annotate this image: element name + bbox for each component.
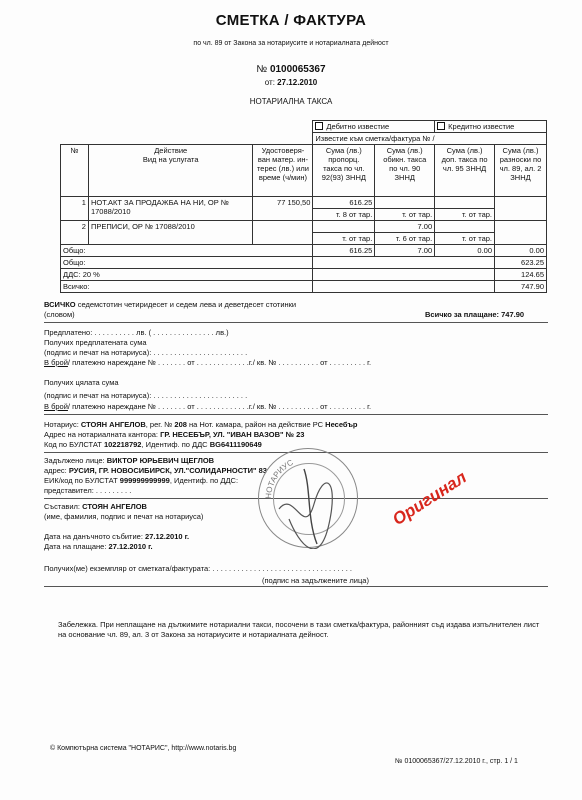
table-row bbox=[61, 197, 547, 209]
bulstat-value: 102218792 bbox=[103, 440, 142, 449]
vat-label: ДДС: 20 % bbox=[61, 269, 313, 281]
footer-copyright: © Компютърна система "НОТАРИС", http://www.notaris.bg bbox=[50, 745, 237, 752]
full-order: / платежно нареждане № . . . . . . . от . . . . . . . . . . . . .г./ кв. № . . . . . . . . . . от . . . . . . . . . г. bbox=[67, 402, 372, 411]
all-label: Всичко: bbox=[61, 281, 313, 293]
header-cert: Удостоверя- ван матер. ин- терес (лв.) или време (ч/мин) bbox=[253, 145, 313, 197]
notary-reg: 208 bbox=[174, 420, 187, 429]
total-to-pay bbox=[425, 310, 524, 319]
row-prop bbox=[313, 221, 375, 233]
credit-label: Кредитно известие bbox=[448, 122, 515, 131]
notary-line-1 bbox=[44, 420, 358, 429]
all-value: 747.90 bbox=[495, 281, 547, 293]
advance-order: / платежно нареждане № . . . . . . . от . . . . . . . . . . . . .г./ кв. № . . . . . . . . . . от . . . . . . . . . г. bbox=[67, 358, 372, 367]
sum-value: 623.25 bbox=[495, 257, 547, 269]
tax-date-label: Дата на данъчното събитие: bbox=[44, 532, 143, 541]
document-date bbox=[0, 78, 582, 87]
row-add bbox=[435, 197, 495, 209]
advance-sign: (подпис и печат на нотариуса): . . . . . . . . . . . . . . . . . . . . . . . bbox=[44, 348, 248, 357]
client-vat-label: , Идентиф. по ДДС: bbox=[169, 476, 239, 485]
bulstat-label: Код по БУЛСТАТ bbox=[44, 440, 102, 449]
signature-scribble bbox=[259, 449, 359, 549]
vat-id-value: BG6411190649 bbox=[209, 440, 262, 449]
debit-notice bbox=[313, 121, 435, 133]
full-received: Получих цялата сума bbox=[44, 378, 119, 387]
stamp-text: НОТАРИУС bbox=[263, 457, 295, 500]
debit-label: Дебитно известие bbox=[326, 122, 390, 131]
debit-checkbox[interactable] bbox=[315, 122, 323, 130]
row-prop-tariff: т. 8 от тар. bbox=[313, 209, 375, 221]
notary-line-3 bbox=[44, 440, 262, 449]
words-text: седемстотин четиридесет и седем лева и деветдесет стотинки bbox=[77, 300, 297, 309]
notary-label: Нотариус: bbox=[44, 420, 79, 429]
header-prop: Сума (лв.) пропорц. такса по чл. 92(93) ЗННД bbox=[313, 145, 375, 197]
notary-region: Несебър bbox=[325, 420, 358, 429]
client-eik: 999999999999 bbox=[119, 476, 170, 485]
row-add bbox=[435, 221, 495, 233]
office-address: ГР. НЕСЕБЪР, УЛ. "ИВАН ВАЗОВ" № 23 bbox=[160, 430, 305, 439]
client-eik-label: ЕИК/код по БУЛСТАТ bbox=[44, 476, 118, 485]
header-costs: Сума (лв.) разноски по чл. 89, ал. 2 ЗННД bbox=[495, 145, 547, 197]
notary-line-2 bbox=[44, 430, 304, 439]
row-simple bbox=[375, 197, 435, 209]
row-num: 2 bbox=[61, 221, 89, 245]
pay-date-label: Дата на плащане: bbox=[44, 542, 107, 551]
vat-id-label: , Идентиф. по ДДС bbox=[141, 440, 208, 449]
total-prop: 616.25 bbox=[313, 245, 375, 257]
header-add: Сума (лв.) доп. такса по чл. 95 ЗННД bbox=[435, 145, 495, 197]
number-label: № bbox=[256, 64, 268, 75]
notary-reg-label: , рег. № bbox=[145, 420, 173, 429]
table-row bbox=[61, 221, 547, 233]
advance-order-line bbox=[44, 358, 371, 367]
client-line-3 bbox=[44, 476, 238, 485]
total-simple: 7.00 bbox=[375, 245, 435, 257]
advance-received: Получих предплатената сума bbox=[44, 338, 147, 347]
fees-table bbox=[60, 120, 547, 293]
row-add-tariff: т. от тар. bbox=[435, 233, 495, 245]
office-label: Адрес на нотариалната кантора: bbox=[44, 430, 158, 439]
words-label: ВСИЧКО bbox=[44, 300, 76, 309]
pay-date-value: 27.12.2010 г. bbox=[108, 542, 153, 551]
date-label: от: bbox=[264, 78, 275, 87]
compiler-label: Съставил: bbox=[44, 502, 81, 511]
vat-value: 124.65 bbox=[495, 269, 547, 281]
divider bbox=[44, 322, 548, 323]
full-cash: В брой bbox=[44, 402, 68, 411]
header-simple: Сума (лв.) обикн. такса по чл. 90 ЗННД bbox=[375, 145, 435, 197]
row-simple-tariff: т. от тар. bbox=[375, 209, 435, 221]
sum-label: Общо: bbox=[61, 257, 313, 269]
footer-page-info: № 0100065367/27.12.2010 г., стр. 1 / 1 bbox=[395, 758, 518, 765]
full-order-line bbox=[44, 402, 371, 411]
client-address-label: адрес: bbox=[44, 466, 67, 475]
row-action: ПРЕПИСИ, ОР № 17088/2010 bbox=[88, 221, 253, 245]
row-simple: 7.00 bbox=[375, 221, 435, 233]
header-num: № bbox=[61, 145, 89, 197]
document-number bbox=[0, 64, 582, 75]
divider bbox=[44, 414, 548, 415]
notice-ref: Известие към сметка/фактура № / bbox=[313, 133, 547, 145]
amount-in-words bbox=[44, 300, 296, 309]
compiler-name: СТОЯН АНГЕЛОВ bbox=[82, 502, 147, 511]
row-prop-tariff: т. от тар. bbox=[313, 233, 375, 245]
compiler-line-1 bbox=[44, 502, 147, 511]
number-value: 0100065367 bbox=[269, 64, 326, 75]
date-value: 27.12.2010 bbox=[277, 78, 318, 87]
original-mark: Оригинал bbox=[389, 467, 470, 530]
pay-value: 747.90 bbox=[501, 310, 525, 319]
advance-line: Предплатено: . . . . . . . . . . лв. ( . . . . . . . . . . . . . . . лв.) bbox=[44, 328, 229, 337]
notary-name: СТОЯН АНГЕЛОВ bbox=[80, 420, 146, 429]
row-add-tariff: т. от тар. bbox=[435, 209, 495, 221]
client-line-2 bbox=[44, 466, 267, 475]
credit-notice bbox=[435, 121, 547, 133]
row-simple-tariff: т. 6 от тар. bbox=[375, 233, 435, 245]
divider bbox=[44, 586, 548, 587]
total-add: 0.00 bbox=[435, 245, 495, 257]
advance-cash: В брой bbox=[44, 358, 68, 367]
compiler-line-2: (име, фамилия, подпис и печат на нотариуса) bbox=[44, 512, 204, 521]
credit-checkbox[interactable] bbox=[437, 122, 445, 130]
row-num: 1 bbox=[61, 197, 89, 221]
client-line-1 bbox=[44, 456, 214, 465]
client-address: РУСИЯ, ГР. НОВОСИБИРСК, УЛ."СОЛИДАРНОСТИ" 83 bbox=[68, 466, 267, 475]
pay-label: Всичко за плащане: bbox=[425, 310, 500, 319]
tax-date-value: 27.12.2010 г. bbox=[145, 532, 190, 541]
notary-stamp bbox=[258, 448, 358, 548]
full-sign: (подпис и печат на нотариуса): . . . . . . . . . . . . . . . . . . . . . . . bbox=[44, 391, 248, 400]
row-prop: 616.25 bbox=[313, 197, 375, 209]
header-action: Действие Вид на услугата bbox=[88, 145, 253, 197]
document-title: СМЕТКА / ФАКТУРА bbox=[215, 12, 367, 29]
words-sub: (словом) bbox=[44, 310, 75, 319]
total-costs: 0.00 bbox=[495, 245, 547, 257]
notary-region-label: на Нот. камара, район на действие РС bbox=[189, 420, 324, 429]
client-label: Задължено лице: bbox=[44, 456, 105, 465]
tax-date-line bbox=[44, 532, 189, 541]
document-type: НОТАРИАЛНА ТАКСА bbox=[249, 97, 333, 106]
footnote: Забележка. При неплащане на дължимите нотариални такси, посочени в тази сметка/фактура, районният съд издава изпълнителен лист на основание чл. 89, ал. 3 от Закона за нотариусите и нотариалната дейност. bbox=[58, 620, 540, 639]
client-name: ВИКТОР ЮРЬЕВИЧ ЩЕГЛОВ bbox=[106, 456, 215, 465]
client-representative: представител: . . . . . . . . . bbox=[44, 486, 132, 495]
copy-signature-caption: (подпис на задължените лица) bbox=[262, 576, 369, 585]
row-cert: 77 150,50 bbox=[253, 197, 313, 221]
pay-date-line bbox=[44, 542, 153, 551]
document-subtitle: по чл. 89 от Закона за нотариусите и нотариалната дейност bbox=[193, 40, 389, 47]
copy-received-line: Получих(ме) екземпляр от сметката/фактурата: . . . . . . . . . . . . . . . . . . . . . . . . . . . . . . . . . . bbox=[44, 564, 352, 573]
total-label: Общо: bbox=[61, 245, 313, 257]
row-action: НОТ.АКТ ЗА ПРОДАЖБА НА НИ, ОР № 17088/2010 bbox=[88, 197, 253, 221]
